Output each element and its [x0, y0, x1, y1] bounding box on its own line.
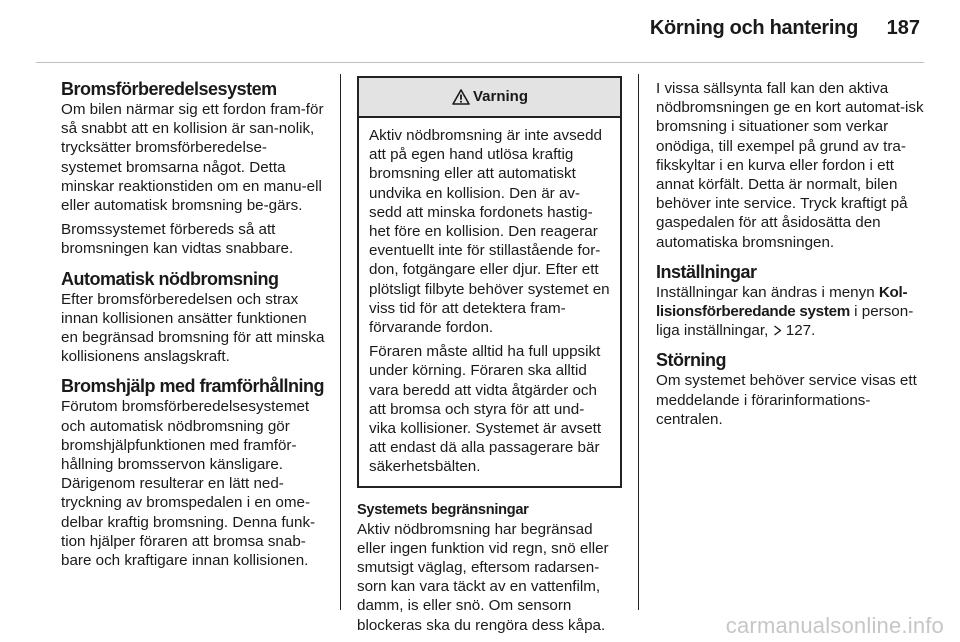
page-ref-icon: [773, 322, 782, 339]
page-header: [0, 0, 960, 62]
chapter-title: Körning och hantering: [649, 17, 858, 39]
warning-header: [359, 78, 620, 118]
warning-box: [357, 76, 622, 488]
column-divider-1: [340, 74, 341, 610]
warning-body: [359, 118, 620, 486]
heading-fault: Störning: [656, 350, 726, 371]
heading-brake-prep: Bromsförberedelsesystem: [61, 79, 277, 99]
page-reference[interactable]: 127: [785, 322, 812, 340]
watermark: carmanualsonline.info: [725, 613, 944, 638]
paragraph: Bromssystemet förbereds så att bromsningen kan vidtas snabbare.: [61, 221, 294, 258]
warning-title: Varning: [472, 88, 528, 106]
warning-triangle-icon: [451, 88, 471, 106]
column-2: [357, 76, 622, 635]
heading-settings: Inställningar: [656, 261, 757, 282]
paragraph: Förutom bromsförberedelsesystemet och automatisk nödbromsning gör bromshjälpfunktionen med framför-hållning bromsservon känsligare. Därigenom resulterar en lätt ned-tryckning av bromspedalen i en ome-delbar kraftig bromsning. Denna funk-tion hjälper föraren att bromsa snab-bare och kraftigare innan kollisionen.: [61, 398, 316, 570]
warning-paragraph: Aktiv nödbromsning är inte avsedd att på egen hand utlösa kraftig bromsning eller att automatiskt undvika en kollision. Den är av-sedd att minska fordonets hastig-het före en kollision. Den reagerar eventuellt inte för stillastående for-don, fotgängare eller djur. Efter ett plötsligt filbyte behöver systemet en viss tid för att detektera fram-förvarande fordon.: [369, 127, 610, 337]
column-3: [656, 79, 926, 429]
paragraph: I vissa sällsynta fall kan den aktiva nödbromsningen ge en kort automat-isk bromsning i situationer som verkar onödiga, till exempel på grund av tra-fikskyltar i en kurva eller fordon i ett annat körfält. Detta är normalt, bilen behöver inte service. Tryck kraftigt på gaspedalen för att åsidosätta den automatiska bromsningen.: [656, 80, 924, 251]
header-divider: [36, 62, 924, 63]
page-number: 187: [886, 17, 920, 39]
paragraph: Aktiv nödbromsning har begränsad eller ingen funktion vid regn, snö eller smutsigt väglag, eftersom radarsen-sorn kan vara täckt av en vattenfilm, damm, is eller snö. Om sensorn blockeras ska du rengöra dess kåpa.: [357, 520, 609, 634]
heading-system-limits: Systemets begränsningar: [357, 501, 529, 518]
warning-paragraph: Föraren måste alltid ha full uppsikt under körning. Föraren ska alltid vara beredd att vidta åtgärder och att bromsa och styra för att und-vika kollisioner. Systemet är avsett att endast dä alla passagerare bär säkerhetsbälten.: [369, 343, 602, 476]
paragraph: Om systemet behöver service visas ett meddelande i förarinformations-centralen.: [656, 372, 917, 428]
paragraph: Om bilen närmar sig ett fordon fram-för så snabbt att en kollision är san-nolik, trycksätter bromsförberedelse-systemet bromsarna något. Detta minskar reaktionstiden om en manu-ell eller automatisk bromsning be-gärs.: [61, 101, 324, 215]
settings-paragraph: Inställningar kan ändras i menyn Kol-lisionsförberedande system i person-liga inställningar, 127.: [656, 283, 914, 340]
column-1: [61, 79, 325, 570]
paragraph: Efter bromsförberedelsen och strax innan kollisionen ansätter funktionen en begränsad bromsning för att minska kollisionens anslagskraft.: [61, 290, 325, 366]
heading-predictive-brake-assist: Bromshjälp med framförhållning: [61, 376, 325, 397]
heading-auto-emergency-braking: Automatisk nödbromsning: [61, 268, 279, 289]
column-divider-2: [638, 74, 639, 610]
menu-name: Kol-lisionsförberedande system: [656, 283, 908, 321]
